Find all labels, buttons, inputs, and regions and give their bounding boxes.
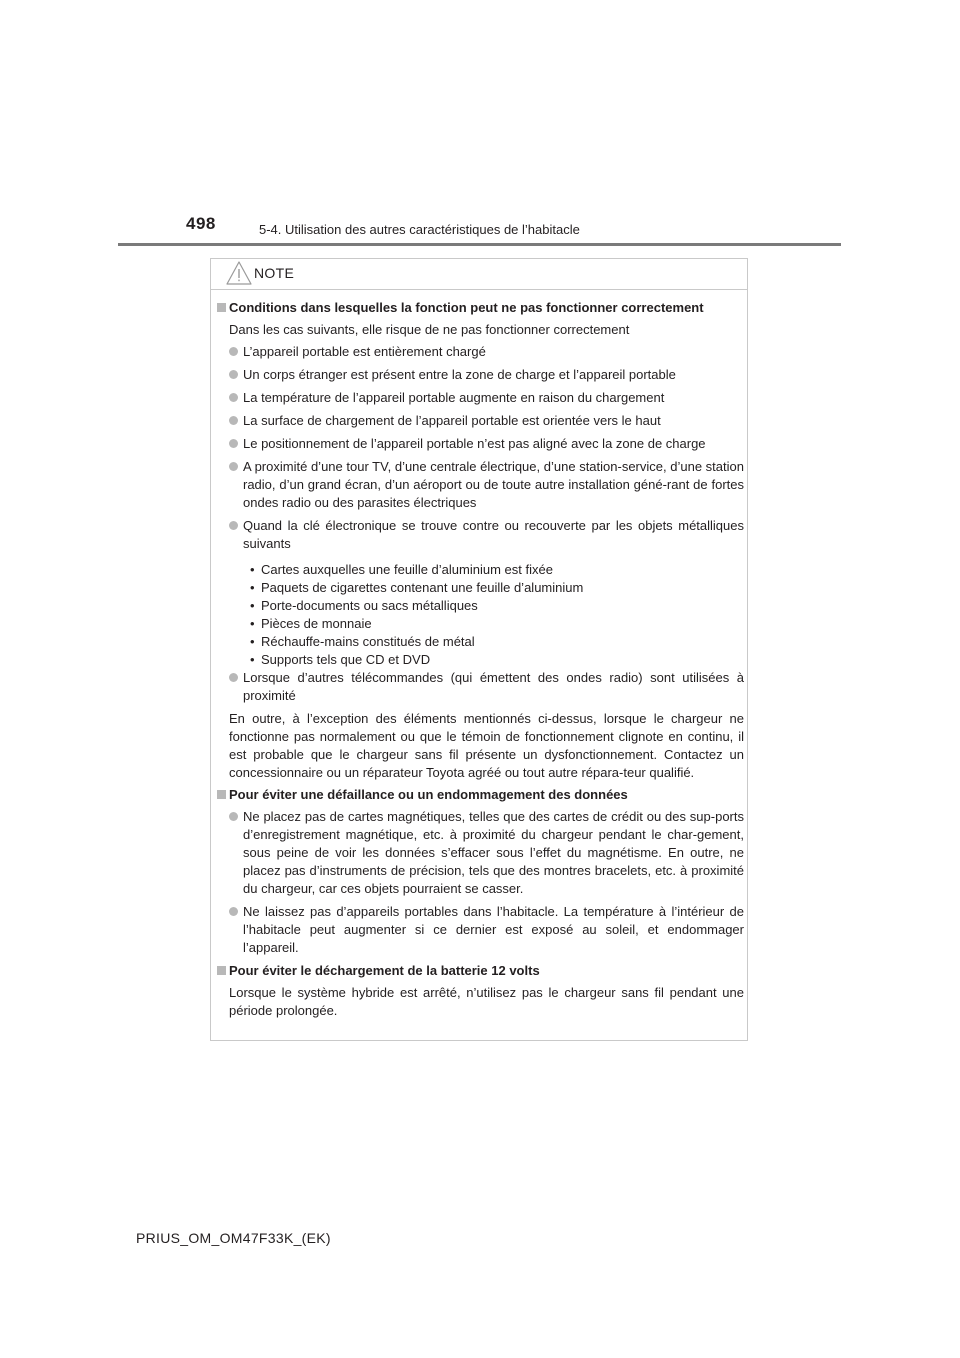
- sub-list-item: • Supports tels que CD et DVD: [250, 652, 431, 667]
- sub-list-item: • Cartes auxquelles une feuille d’aluminium est fixée: [250, 562, 553, 577]
- square-bullet-icon: [217, 790, 226, 799]
- warning-triangle-icon: [226, 261, 252, 285]
- list-item: Ne laissez pas d’appareils portables dans l’habitacle. La température à l’intérieur de l’habitacle peut augmenter si ce dernier est exposé au soleil, et endommager l’appareil.: [217, 903, 744, 957]
- sub-list-item: • Paquets de cigarettes contenant une feuille d’aluminium: [250, 580, 584, 595]
- round-bullet-icon: [229, 416, 238, 425]
- list-item: Lorsque d’autres télécommandes (qui émettent des ondes radio) sont utilisées à proximité: [217, 669, 744, 705]
- square-bullet-icon: [217, 303, 226, 312]
- sub-list-item: • Réchauffe-mains constitués de métal: [250, 634, 475, 649]
- paragraph: Dans les cas suivants, elle risque de ne pas fonctionner correctement: [229, 322, 630, 337]
- list-item: L’appareil portable est entièrement chargé: [217, 343, 744, 361]
- list-item: A proximité d’une tour TV, d’une centrale électrique, d’une station-service, d’une station radio, d’un grand écran, d’un aéroport ou de toute autre installation géné-rant de fortes ondes radio ou des parasites électriques: [217, 458, 744, 512]
- round-bullet-icon: [229, 812, 238, 821]
- paragraph: Lorsque le système hybride est arrêté, n’utilisez pas le chargeur sans fil pendant une période prolongée.: [229, 985, 744, 1018]
- section-heading: Pour éviter une défaillance ou un endommagement des données: [217, 786, 744, 804]
- header-rule: [118, 243, 841, 246]
- note-header: [211, 259, 747, 290]
- square-bullet-icon: [217, 966, 226, 975]
- round-bullet-icon: [229, 393, 238, 402]
- page-header: [0, 0, 960, 250]
- round-bullet-icon: [229, 521, 238, 530]
- sub-list-item: • Porte-documents ou sacs métalliques: [250, 598, 478, 613]
- paragraph: En outre, à l’exception des éléments mentionnés ci-dessus, lorsque le chargeur ne fonctionne pas normalement ou que le témoin de fonctionnement clignote en continu, il est probable que le chargeur sans fil présente un dysfonctionnement. Contactez un concessionnaire ou un réparateur Toyota agréé ou tout autre répara-teur qualifié.: [229, 711, 744, 780]
- list-item: La température de l’appareil portable augmente en raison du chargement: [217, 389, 744, 407]
- section-title: 5-4. Utilisation des autres caractéristiques de l’habitacle: [259, 222, 580, 237]
- section-heading: Conditions dans lesquelles la fonction peut ne pas fonctionner correctement: [217, 299, 744, 317]
- page-number: 498: [186, 214, 216, 233]
- round-bullet-icon: [229, 673, 238, 682]
- section-heading: Pour éviter le déchargement de la batterie 12 volts: [217, 962, 744, 980]
- round-bullet-icon: [229, 439, 238, 448]
- round-bullet-icon: [229, 370, 238, 379]
- list-item: Un corps étranger est présent entre la zone de charge et l’appareil portable: [217, 366, 744, 384]
- round-bullet-icon: [229, 907, 238, 916]
- note-box: [210, 258, 748, 1041]
- list-item: Ne placez pas de cartes magnétiques, telles que des cartes de crédit ou des sup-ports d’enregistrement magnétique, etc. à proximité du chargeur pendant le char-gement, sous peine de voir les données s’effacer sous l’effet du magnétisme. En outre, ne placez pas d’instruments de précision, tels que des montres bracelets, etc. à proximité du chargeur, car ces objets pourraient se casser.: [217, 808, 744, 898]
- round-bullet-icon: [229, 347, 238, 356]
- sub-list-item: • Pièces de monnaie: [250, 616, 372, 631]
- list-item: Quand la clé électronique se trouve contre ou recouverte par les objets métalliques suivants: [217, 517, 744, 553]
- list-item: La surface de chargement de l’appareil portable est orientée vers le haut: [217, 412, 744, 430]
- list-item: Le positionnement de l’appareil portable n’est pas aligné avec la zone de charge: [217, 435, 744, 453]
- sub-list: [217, 561, 744, 669]
- document-code: PRIUS_OM_OM47F33K_(EK): [136, 1230, 331, 1246]
- note-body: [217, 299, 744, 1024]
- note-label: NOTE: [254, 265, 295, 281]
- round-bullet-icon: [229, 462, 238, 471]
